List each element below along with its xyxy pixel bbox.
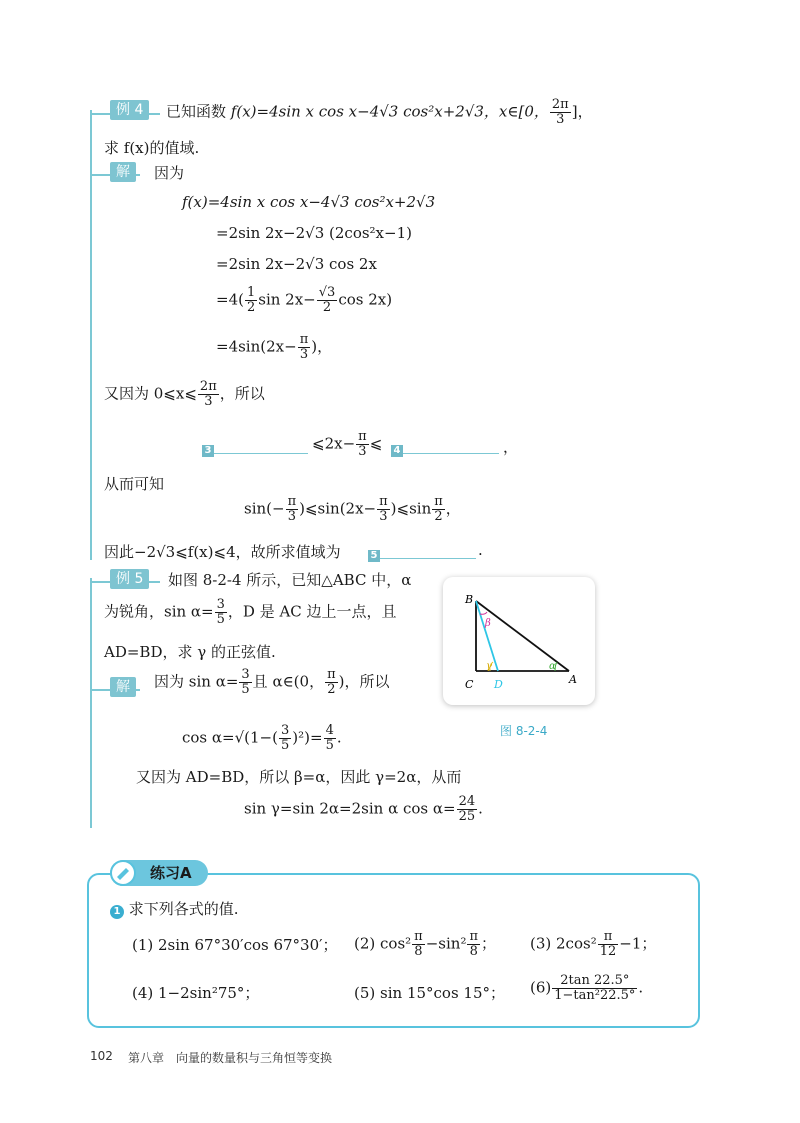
label-gamma: γ (486, 661, 492, 672)
triangle-figure (443, 577, 595, 705)
thus-text: 从而可知 (104, 475, 165, 493)
interval-fraction: $\frac{2\pi}{3}$ (551, 97, 569, 127)
question-number-badge: 1 (110, 905, 124, 919)
solution-5-badge: 解 (110, 677, 136, 697)
inequality-end: ， (503, 438, 519, 456)
label-a: A (569, 673, 577, 686)
guide-line-example5 (90, 578, 92, 828)
question-1: 1 求下列各式的值. (110, 898, 239, 919)
label-beta: β (485, 618, 491, 629)
exercise-item-4: (4) 1−2sin²75°； (132, 984, 260, 1002)
exercise-item-1: (1) 2sin 67°30′cos 67°30′； (132, 936, 338, 954)
conclusion-text: 因此−2√3⩽f(x)⩽4，故所求值域为 (104, 543, 341, 561)
conclusion-end: . (478, 541, 483, 559)
example-4-statement: 已知函数 f(x)=4sin x cos x−4√3 cos²x+2√3，x∈[0， $\frac{2\pi}{3}$ ]， (166, 97, 593, 127)
derivation-line-3: =2sin 2x−2√3 cos 2x (216, 255, 377, 273)
example-5-line-1: 如图 8-2-4 所示，已知△ABC 中，α (168, 571, 412, 589)
example-5-line-3: AD=BD，求 γ 的正弦值. (104, 643, 276, 661)
example-5-line-2: 为锐角，sin α= $\frac{3}{5}$ ，D 是 AC 边上一点，且 (104, 597, 397, 627)
range-statement: 又因为 0⩽x⩽ $\frac{2\pi}{3}$ ，所以 (104, 379, 265, 409)
guide-line-example4 (90, 110, 92, 560)
inequality-middle: ⩽2x− $\frac{\pi}{3}$ ⩽ (312, 429, 383, 459)
chapter-title: 第八章 向量的数量积与三角恒等变换 (128, 1051, 333, 1065)
figure-card (443, 577, 595, 705)
sine-gamma-result: sin γ=sin 2α=2sin α cos α= $\frac{24}{25}$ . (244, 794, 483, 824)
cosine-formula: cos α=√(1−( $\frac{3}{5}$ )²)= $\frac{4}{5}$ . (182, 723, 342, 753)
label-d: D (494, 678, 503, 691)
derivation-line-1: f(x)=4sin x cos x−4√3 cos²x+2√3 (182, 193, 436, 211)
derivation-line-4: =4( $\frac{1}{2}$ sin 2x− $\frac{√3}{2}$ cos 2x) (216, 285, 393, 315)
blank-3[interactable]: 3 (202, 439, 308, 454)
solution-5-line-1: 因为 sin α= $\frac{3}{5}$ 且 α∈(0， $\frac{\pi}{2}$ )，所以 (154, 667, 390, 697)
solution-badge: 解 (110, 162, 136, 182)
example-5-badge: 例 5 (110, 569, 149, 589)
exercise-item-2: (2) cos² $\frac{\pi}{8}$ −sin² $\frac{\pi}{8}$ ； (354, 929, 497, 959)
example-4-statement-line2: 求 f(x)的值域. (104, 139, 200, 157)
solution-5-line-3: 又因为 AD=BD，所以 β=α，因此 γ=2α，从而 (136, 768, 462, 786)
blank-5[interactable]: 5 (368, 544, 476, 559)
exercise-title: 练习A (150, 864, 192, 882)
page-number: 102 (90, 1049, 113, 1063)
exercise-item-3: (3) 2cos² $\frac{\pi}{12}$ −1； (530, 929, 657, 959)
example-4-badge: 例 4 (110, 100, 149, 120)
blank-4[interactable]: 4 (391, 439, 499, 454)
derivation-line-2: =2sin 2x−2√3 (2cos²x−1) (216, 224, 412, 242)
exercise-item-5: (5) sin 15°cos 15°； (354, 984, 506, 1002)
label-alpha: α (549, 661, 556, 672)
figure-caption: 图 8-2-4 (500, 724, 548, 738)
sine-inequality: sin(− $\frac{\pi}{3}$ )⩽sin(2x− $\frac{\pi}{3}$ )⩽sin $\frac{\pi}{2}$ ， (244, 494, 461, 524)
pencil-globe-icon (108, 858, 138, 888)
exercise-item-6: (6) $\frac{2\tan 22.5^\circ}{\text{1−tan²22.5°}}$ . (530, 973, 644, 1003)
derivation-line-5: =4sin(2x− $\frac{\pi}{3}$ )， (216, 332, 333, 362)
solution-intro: 因为 (154, 164, 185, 182)
label-c: C (465, 678, 474, 691)
label-b: B (465, 593, 474, 606)
